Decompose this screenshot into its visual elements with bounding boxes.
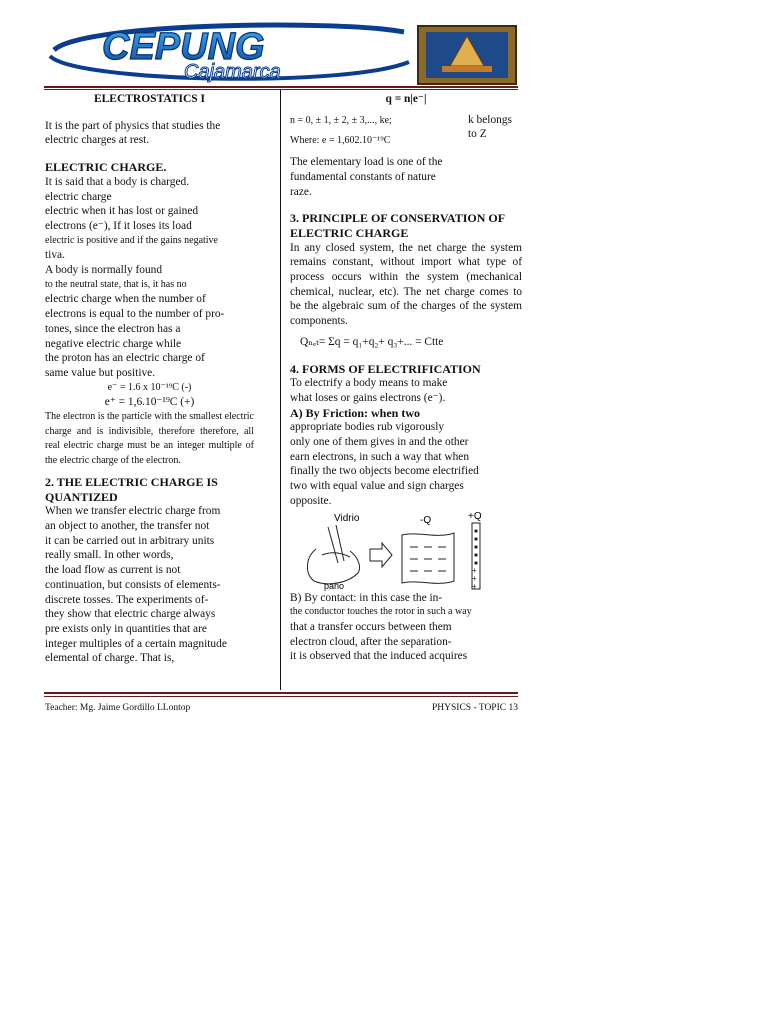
electron-charge-eq: e⁻ = 1.6 x 10⁻¹⁹C (-) xyxy=(107,381,192,393)
footer-topic: PHYSICS - TOPIC 13 xyxy=(432,703,518,713)
quantized-line: the load flow as current is not xyxy=(45,564,181,577)
proton-charge-eq: e⁺ = 1,6.10⁻¹⁹C (+) xyxy=(104,396,195,409)
quantized-line: they show that electric charge always xyxy=(45,608,216,621)
n-values: n = 0, ± 1, ± 2, ± 3,..., ke; xyxy=(290,114,392,126)
contact-line: B) By contact: in this case the in- xyxy=(290,591,443,604)
footer-rule xyxy=(44,692,518,694)
contact-line-small: the conductor touches the rotor in such a way xyxy=(290,606,472,618)
quantized-line: elemental of charge. That is, xyxy=(45,652,175,665)
charge-line: same value but positive. xyxy=(45,366,156,379)
fig-label-pano: paño xyxy=(324,580,345,591)
logo-main-text: CEPUNG xyxy=(102,26,265,68)
right-column xyxy=(290,92,522,664)
smallest-charge-text: The electron is the particle with the smallest electric charge and is indivisible, therefore therefore, all real electric charge must be an integer multiple of the electric charge of the electron. xyxy=(45,411,254,467)
contact-line: electron cloud, after the separation- xyxy=(290,635,452,648)
heading-quantized: 2. THE ELECTRIC CHARGE IS QUANTIZED xyxy=(45,474,218,504)
friction-line: finally the two objects become electrified xyxy=(290,465,479,478)
charge-line: tiva. xyxy=(45,249,65,262)
quantized-line: continuation, but consists of elements- xyxy=(45,578,221,591)
elementary-line: fundamental constants of nature xyxy=(290,170,436,183)
friction-label: A) By Friction: when two xyxy=(290,405,420,420)
header-rule xyxy=(44,86,518,88)
header-rule-thin xyxy=(44,89,518,90)
charge-line: It is said that a body is charged. xyxy=(45,175,190,188)
svg-text:+: + xyxy=(472,573,477,583)
conservation-text: In any closed system, the net charge the system remains constant, without import what type of process occurs within the system (mechanical chemical, nuclear, etc). The net charge comes to be the algebraic sum of the charges of the system components. xyxy=(290,241,522,328)
charge-line: tones, since the electron has a xyxy=(45,322,181,335)
header-banner xyxy=(44,22,518,86)
charge-line: to the neutral state, that is, it has no xyxy=(45,278,187,290)
quantized-line: an object to another, the transfer not xyxy=(45,519,210,532)
friction-line: earn electrons, in such a way that when xyxy=(290,450,470,463)
charge-line: A body is normally found xyxy=(45,264,163,277)
fig-label-pos-q: +Q xyxy=(468,510,482,522)
elementary-line: The elementary load is one of the xyxy=(290,156,443,169)
left-column xyxy=(45,92,254,666)
friction-figure xyxy=(298,511,488,591)
cepunc-logo xyxy=(44,22,518,86)
heading-electric-charge: ELECTRIC CHARGE. xyxy=(45,160,167,175)
charge-line: electrons is equal to the number of pro- xyxy=(45,308,225,321)
footer-teacher: Teacher: Mg. Jaime Gordillo LLontop xyxy=(45,703,191,713)
friction-line: two with equal value and sign charges xyxy=(290,480,464,493)
svg-text:+: + xyxy=(472,581,477,591)
charge-line: electric charge xyxy=(45,190,112,203)
heading-forms: 4. FORMS OF ELECTRIFICATION xyxy=(290,361,481,376)
logo-sub-text: Cajamarca xyxy=(184,61,281,83)
k-belongs: k belongs to Z xyxy=(468,113,512,141)
page-title: ELECTROSTATICS I xyxy=(93,93,206,105)
elementary-charge-value: Where: e = 1,602.10⁻¹⁹C xyxy=(290,135,391,147)
intro-text: It is the part of physics that studies the electric charges at rest. xyxy=(45,119,221,147)
quantized-line: really small. In other words, xyxy=(45,549,174,562)
forms-line: To electrify a body means to make xyxy=(290,377,448,390)
net-charge-eq: Qₙₑₜ= Σq = q₁+q₂+ q₃+... = Ctte xyxy=(300,335,444,348)
charge-line: electric charge when the number of xyxy=(45,293,206,306)
forms-line: what loses or gains electrons (e⁻). xyxy=(290,391,446,404)
contact-line: that a transfer occurs between them xyxy=(290,620,452,633)
fig-label-vidrio: Vidrio xyxy=(334,512,360,524)
fig-label-neg-q: -Q xyxy=(420,514,432,526)
charged-cloth xyxy=(402,533,454,583)
friction-line: opposite. xyxy=(290,494,332,507)
quantized-line: discrete tosses. The experiments of- xyxy=(45,593,209,606)
charge-line: the proton has an electric charge of xyxy=(45,352,205,365)
footer-rule-thin xyxy=(44,696,518,697)
charge-line: negative electric charge while xyxy=(45,337,182,350)
contact-line: it is observed that the induced acquires xyxy=(290,650,468,663)
arrow-icon xyxy=(370,543,392,567)
quantization-eq: q = n|e⁻| xyxy=(385,93,427,105)
hand-sketch xyxy=(307,549,359,584)
quantized-line: it can be carried out in arbitrary units xyxy=(45,534,215,547)
charge-line: electrons (e⁻), If it loses its load xyxy=(45,219,192,232)
quantized-line: pre exists only in quantities that are xyxy=(45,622,207,635)
elementary-line: raze. xyxy=(290,185,312,198)
column-divider xyxy=(280,90,281,690)
charge-line: electric when it has lost or gained xyxy=(45,205,199,218)
svg-text:+: + xyxy=(472,565,477,575)
charge-line: electric is positive and if the gains negative xyxy=(45,234,218,246)
quantized-line: integer multiples of a certain magnitude xyxy=(45,637,227,650)
crest-icon xyxy=(418,26,516,84)
heading-conservation: 3. PRINCIPLE OF CONSERVATION OF ELECTRIC CHARGE xyxy=(290,211,505,240)
friction-line: appropriate bodies rub vigorously xyxy=(290,421,445,434)
friction-line: only one of them gives in and the other xyxy=(290,436,469,449)
quantized-line: When we transfer electric charge from xyxy=(45,505,221,518)
